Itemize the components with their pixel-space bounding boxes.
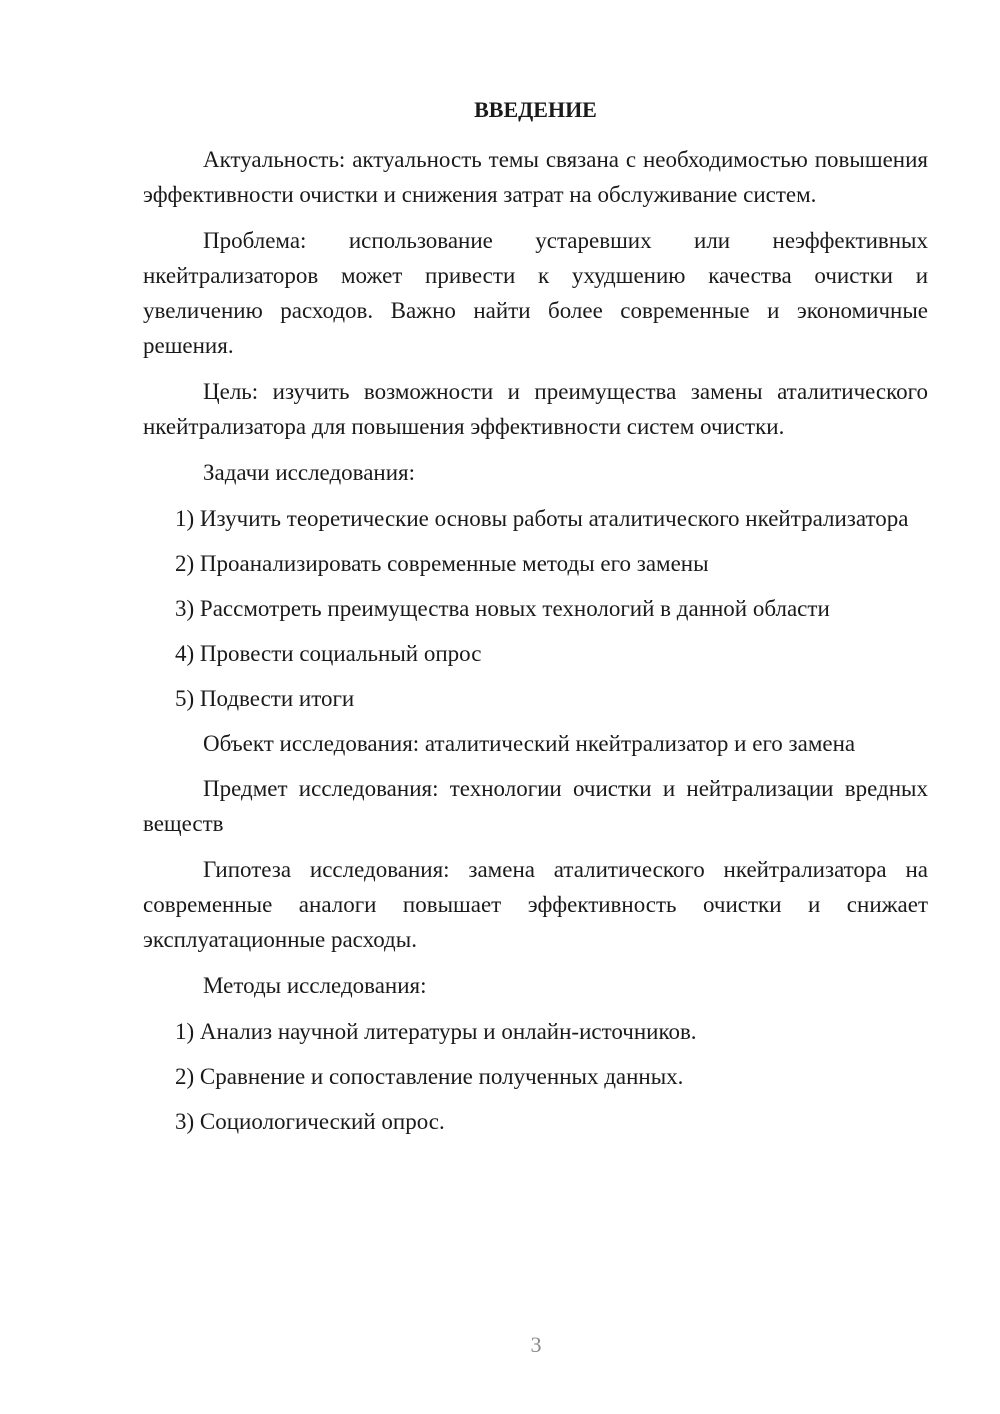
section-heading: ВВЕДЕНИЕ bbox=[474, 97, 597, 122]
page-content bbox=[143, 94, 928, 1149]
task-item: 3) Рассмотреть преимущества новых технологий в данной области bbox=[175, 596, 830, 621]
task-item: 4) Провести социальный опрос bbox=[175, 641, 482, 666]
problem-paragraph: Проблема: использование устаревших или неэффективных нкейтрализаторов может привести к ухудшению качества очистки и увеличению расходов. Важно найти более современные и экономичные решения. bbox=[143, 228, 928, 358]
method-item: 3) Социологический опрос. bbox=[175, 1109, 445, 1134]
task-item: 1) Изучить теоретические основы работы аталитического нкейтрализатора bbox=[175, 506, 909, 531]
hypothesis-paragraph: Гипотеза исследования: замена аталитического нкейтрализатора на современные аналоги повышает эффективность очистки и снижает эксплуатационные расходы. bbox=[143, 857, 928, 952]
tasks-title: Задачи исследования: bbox=[203, 460, 416, 485]
task-item: 5) Подвести итоги bbox=[175, 686, 355, 711]
goal-paragraph: Цель: изучить возможности и преимущества замены аталитического нкейтрализатора для повышения эффективности систем очистки. bbox=[143, 379, 928, 439]
relevance-paragraph: Актуальность: актуальность темы связана с необходимостью повышения эффективности очистки и снижения затрат на обслуживание систем. bbox=[143, 147, 928, 207]
page-number: 3 bbox=[530, 1332, 542, 1357]
method-item: 2) Сравнение и сопоставление полученных данных. bbox=[175, 1064, 684, 1089]
subject-paragraph: Предмет исследования: технологии очистки и нейтрализации вредных веществ bbox=[143, 776, 928, 836]
task-item: 2) Проанализировать современные методы его замены bbox=[175, 551, 709, 576]
object-paragraph: Объект исследования: аталитический нкейтрализатор и его замена bbox=[203, 731, 856, 756]
methods-title: Методы исследования: bbox=[203, 973, 427, 998]
method-item: 1) Анализ научной литературы и онлайн-источников. bbox=[175, 1019, 697, 1044]
